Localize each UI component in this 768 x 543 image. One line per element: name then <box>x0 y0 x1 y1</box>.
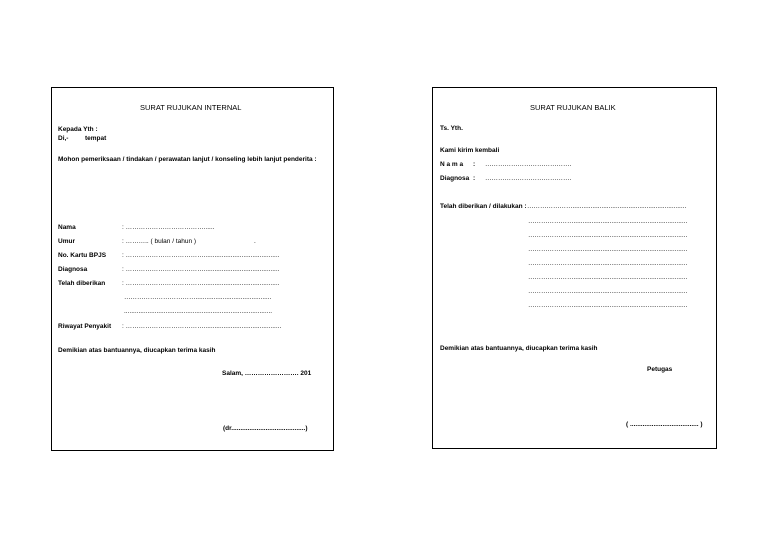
balik-petugas-label: Petugas <box>647 366 673 373</box>
balik-telah-line: …………………............................................................... <box>528 288 688 295</box>
internal-riwayat-label: Riwayat Penyakit <box>58 323 112 330</box>
internal-diagnosa-label: Diagnosa <box>58 266 88 273</box>
balik-telah-label: Telah diberikan / dilakukan : <box>440 203 527 210</box>
balik-nama-field: …………………………………. <box>485 161 572 168</box>
surat-rujukan-internal-form <box>51 87 334 451</box>
internal-nama-field: : ………………………………...... <box>122 224 215 231</box>
internal-tempat-label: tempat <box>85 135 107 142</box>
balik-diagnosa-field: …………………………………. <box>485 175 572 182</box>
internal-kartu-label: No. Kartu BPJS <box>58 252 107 259</box>
balik-nama-label: N a m a <box>440 161 464 168</box>
balik-nama-colon: : <box>473 161 476 168</box>
internal-riwayat-field: : ………………………………........................................... <box>122 323 282 330</box>
internal-salam-text: Salam, ……………………. 201 <box>222 370 312 377</box>
internal-mohon-text: Mohon pemeriksaan / tindakan / perawatan lanjut / konseling lebih lanjut penderita : <box>58 156 317 163</box>
balik-signature-line: ( ...................................... ) <box>626 421 703 428</box>
balik-diagnosa-colon: : <box>473 175 476 182</box>
balik-diagnosa-label: Diagnosa <box>440 175 470 182</box>
balik-telah-line: …………………............................................................... <box>528 246 688 253</box>
surat-rujukan-balik-form <box>432 87 717 449</box>
balik-telah-line: …………………............................................................... <box>528 260 688 267</box>
balik-telah-line1: …………………............................................................... <box>527 203 687 210</box>
internal-umur-period: . <box>254 238 256 245</box>
internal-di-label: Di,- <box>58 135 69 142</box>
internal-telah-label: Telah diberikan <box>58 280 106 287</box>
internal-telah-line3: .................................................................................. <box>124 308 273 315</box>
balik-title: SURAT RUJUKAN BALIK <box>530 103 616 112</box>
internal-umur-field: : ……….. ( bulan / tahun ) <box>122 238 197 245</box>
balik-kami-text: Kami kirim kembali <box>440 147 500 154</box>
internal-diagnosa-field: : ……………………………….......................................... <box>122 266 280 273</box>
balik-telah-line: …………………............................................................... <box>528 274 688 281</box>
balik-telah-line: …………………............................................................... <box>528 232 688 239</box>
internal-telah-field: : ……………………………….......................................... <box>122 280 280 287</box>
internal-nama-label: Nama <box>58 224 76 231</box>
internal-demikian-text: Demikian atas bantuannya, diucapkan terima kasih <box>58 347 216 354</box>
balik-telah-line: …………………............................................................... <box>528 302 688 309</box>
internal-title: SURAT RUJUKAN INTERNAL <box>140 103 242 112</box>
internal-signature-line: (dr.........................................) <box>223 425 308 432</box>
internal-telah-line2: …………………………….......................................... <box>124 294 272 301</box>
internal-kepada-label: Kepada Yth : <box>58 126 98 133</box>
balik-demikian-text: Demikian atas bantuannya, diucapkan terima kasih <box>440 345 598 352</box>
internal-kartu-field: : ……………………………….......................................... <box>122 252 280 259</box>
balik-ts-label: Ts. Yth. <box>440 125 463 132</box>
balik-telah-line: …………………............................................................... <box>528 218 688 225</box>
internal-umur-label: Umur <box>58 238 75 245</box>
